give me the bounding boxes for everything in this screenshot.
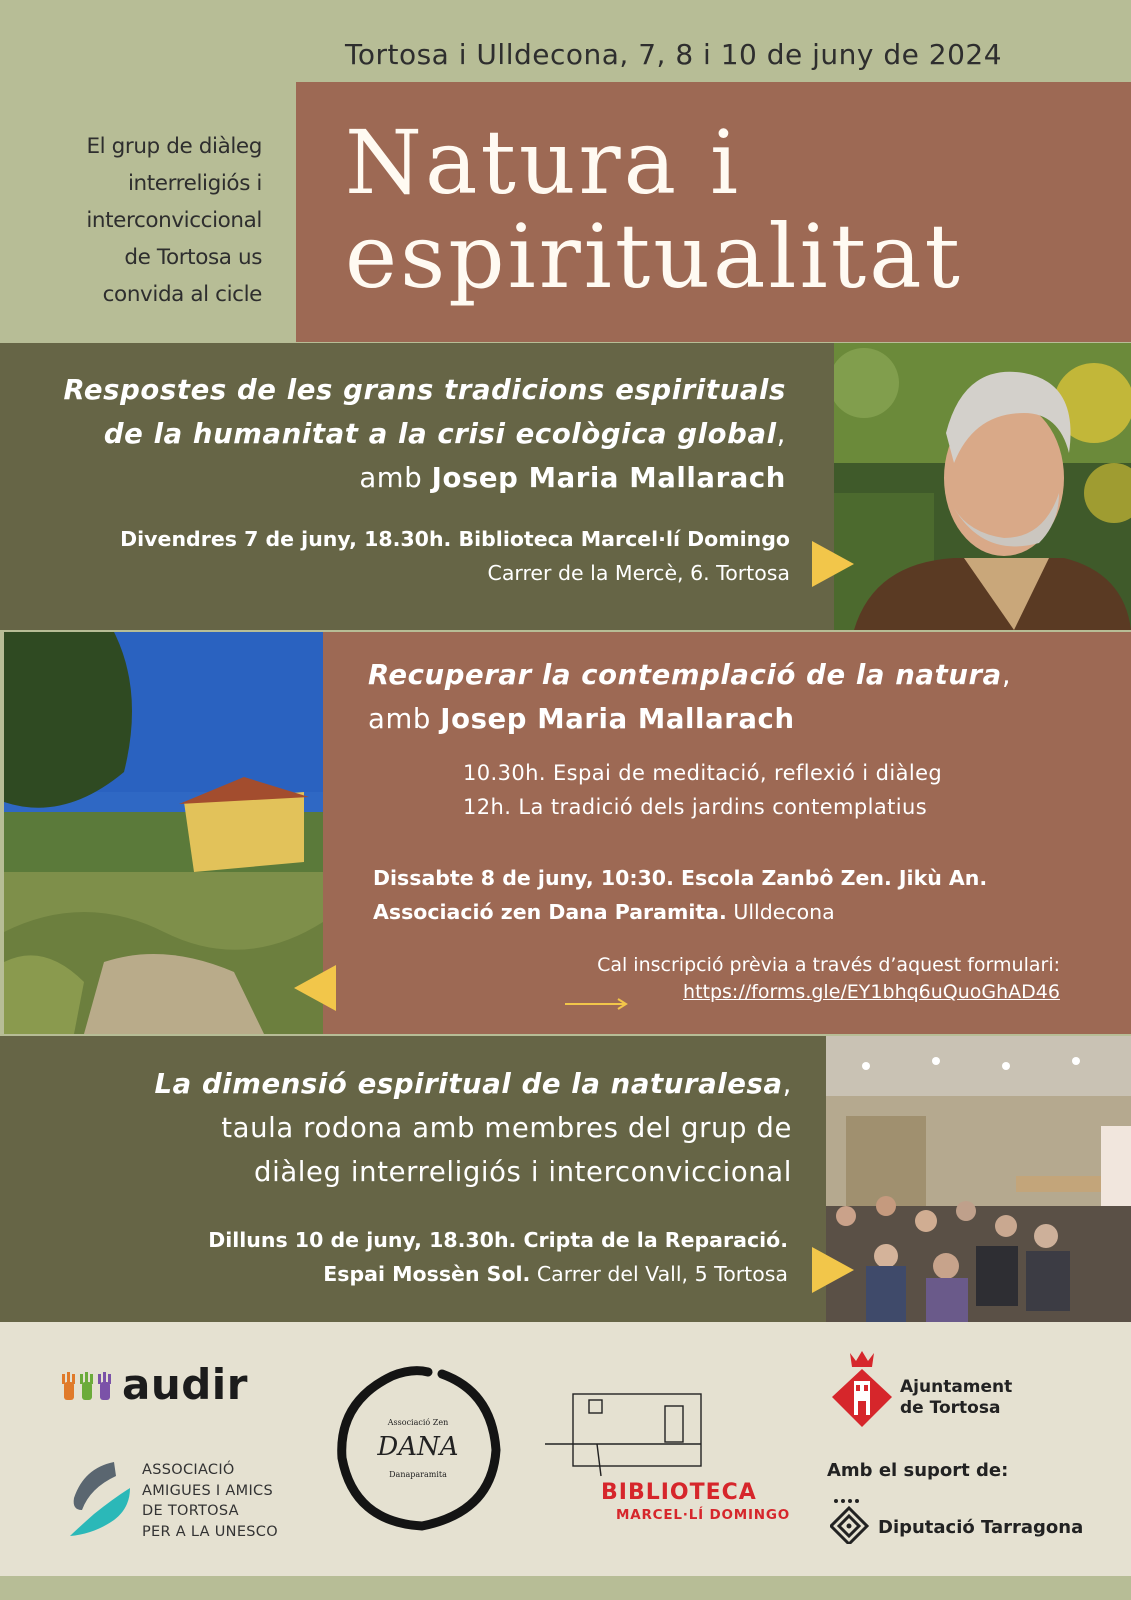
ajuntament-logo-text bbox=[900, 1377, 1012, 1419]
session1-heading bbox=[40, 368, 786, 500]
audir-logo-text: audir bbox=[122, 1360, 248, 1409]
registration-text: Cal inscripció prèvia a través d’aquest formulari: bbox=[597, 954, 1060, 976]
event-dates: Tortosa i Ulldecona, 7, 8 i 10 de juny de 2024 bbox=[345, 38, 1003, 71]
intro-line: convida al cicle bbox=[102, 282, 262, 307]
session1-address: Carrer de la Mercè, 6. Tortosa bbox=[487, 561, 790, 585]
dana-main-label: DANA bbox=[377, 1432, 459, 1462]
session2-speaker: Josep Maria Mallarach bbox=[440, 703, 795, 735]
dana-top-label: Associació Zen bbox=[387, 1418, 449, 1427]
session2-details bbox=[373, 861, 987, 929]
session3-description: diàleg interreligiós i interconviccional bbox=[254, 1156, 792, 1188]
schedule-item: 10.30h. Espai de meditació, reflexió i diàleg bbox=[463, 761, 943, 785]
house-landscape-photo bbox=[4, 632, 323, 1034]
diputacio-logo-text: Diputació Tarragona bbox=[878, 1517, 1084, 1538]
punctuation: , bbox=[782, 1068, 792, 1100]
session1-when-where: Divendres 7 de juny, 18.30h. Biblioteca Marcel·lí Domingo bbox=[120, 527, 790, 551]
session1-title-line: de la humanitat a la crisi ecològica global bbox=[103, 418, 777, 450]
logo-text-line: de Tortosa bbox=[900, 1398, 1001, 1418]
logo-text-line: PER A LA UNESCO bbox=[142, 1523, 278, 1540]
session2-when-where: Dissabte 8 de juny, 10:30. Escola Zanbô Zen. Jikù An. bbox=[373, 866, 988, 890]
roundtable-photo bbox=[826, 1036, 1131, 1322]
cycle-title bbox=[345, 111, 963, 308]
dana-zen-logo bbox=[332, 1362, 504, 1534]
long-arrow-icon bbox=[563, 996, 631, 1012]
title-line: espiritualitat bbox=[345, 205, 963, 308]
logo-text-line: AMIGUES I AMICS bbox=[142, 1482, 273, 1499]
schedule-item: 12h. La tradició dels jardins contemplatius bbox=[463, 795, 928, 819]
arrow-right-icon bbox=[812, 541, 854, 587]
biblioteca-logo-subtext: MARCEL·LÍ DOMINGO bbox=[616, 1507, 791, 1523]
session1-details bbox=[40, 522, 790, 590]
support-label: Amb el suport de: bbox=[827, 1460, 1009, 1481]
bottom-strip bbox=[0, 1576, 1131, 1600]
logo-text-line: ASSOCIACIÓ bbox=[142, 1462, 235, 1478]
title-line: Natura i bbox=[345, 111, 742, 214]
session2-schedule bbox=[463, 756, 942, 824]
session1-speaker: Josep Maria Mallarach bbox=[431, 462, 786, 494]
session2-heading bbox=[368, 653, 1088, 741]
logo-text-line: DE TORTOSA bbox=[142, 1503, 239, 1519]
venue-name: Associació zen Dana Paramita. bbox=[373, 900, 727, 924]
session2-title: Recuperar la contemplació de la natura bbox=[368, 659, 1002, 691]
logo-text-line: Ajuntament bbox=[900, 1377, 1013, 1397]
unesco-hands-icon bbox=[64, 1458, 134, 1538]
speaker-prefix: amb bbox=[368, 703, 441, 735]
session1-title-line: Respostes de les grans tradicions espirituals bbox=[63, 374, 786, 406]
session3-when-where: Dilluns 10 de juny, 18.30h. Cripta de la Reparació. bbox=[208, 1228, 788, 1252]
audir-hands-icon bbox=[60, 1368, 118, 1402]
dana-bottom-label: Danaparamita bbox=[389, 1470, 447, 1479]
venue-address: Carrer del Vall, 5 Tortosa bbox=[530, 1262, 788, 1286]
punctuation: , bbox=[1001, 659, 1012, 691]
biblioteca-building-icon bbox=[545, 1392, 705, 1478]
arrow-left-icon bbox=[294, 965, 336, 1011]
intro-line: interreligiós i bbox=[127, 171, 262, 196]
venue-town: Ulldecona bbox=[726, 900, 835, 924]
intro-line: de Tortosa us bbox=[124, 245, 262, 270]
speaker-prefix: amb bbox=[359, 462, 432, 494]
session3-description: taula rodona amb membres del grup de bbox=[221, 1112, 792, 1144]
registration-link[interactable]: https://forms.gle/EY1bhq6uQuoGhAD46 bbox=[683, 981, 1060, 1003]
venue-name: Espai Mossèn Sol. bbox=[323, 1262, 531, 1286]
intro-line: El grup de diàleg bbox=[86, 134, 262, 159]
session3-title: La dimensió espiritual de la naturalesa bbox=[154, 1068, 783, 1100]
intro-text bbox=[40, 128, 262, 313]
punctuation: , bbox=[776, 418, 786, 450]
diputacio-emblem-icon bbox=[830, 1498, 874, 1544]
tortosa-crest-icon bbox=[830, 1347, 894, 1429]
intro-line: interconviccional bbox=[86, 208, 262, 233]
speaker-photo bbox=[834, 343, 1131, 630]
arrow-right-icon bbox=[812, 1247, 854, 1293]
unesco-association-logo bbox=[142, 1460, 278, 1542]
session3-details bbox=[40, 1223, 788, 1291]
session3-heading bbox=[40, 1062, 792, 1194]
biblioteca-logo-text: BIBLIOTECA bbox=[601, 1480, 757, 1505]
